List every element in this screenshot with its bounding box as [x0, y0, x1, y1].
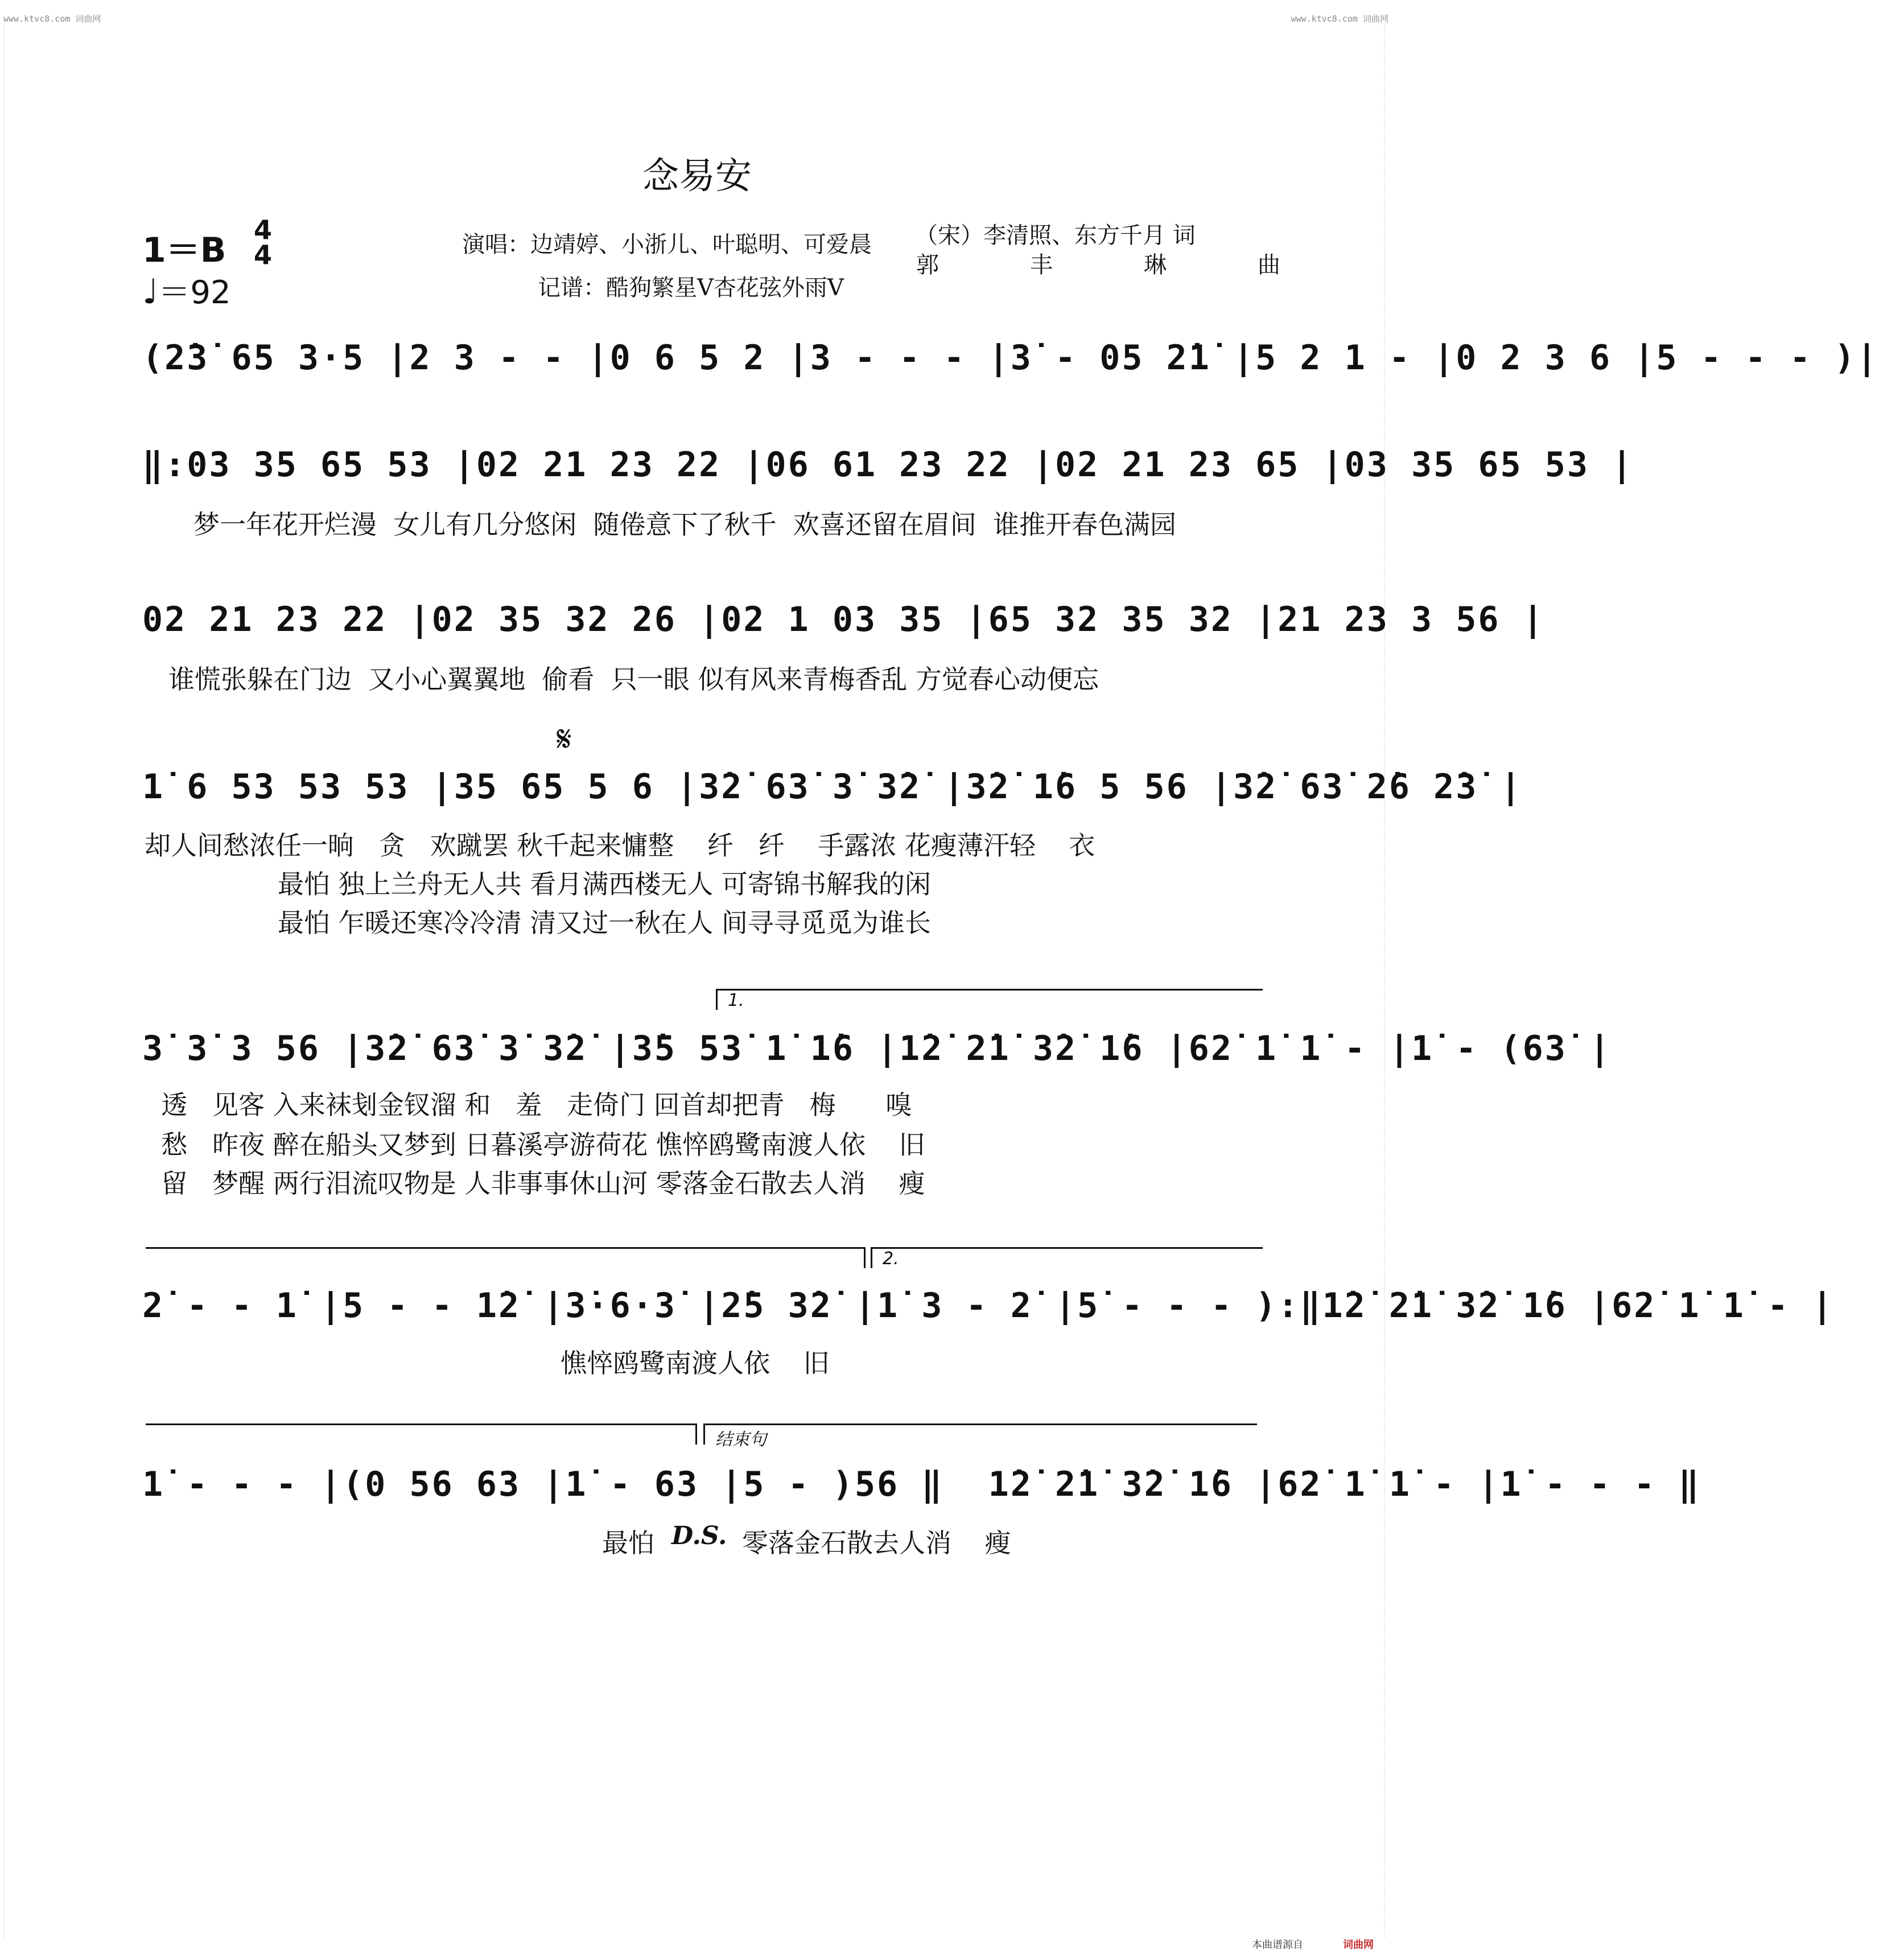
- lyric-line: 留 梦醒 两行泪流叹物是 人非事事休山河 零落金石散去人消 瘦: [145, 1168, 925, 1199]
- ending-bracket: 结束句: [703, 1423, 1257, 1445]
- score-row-6: 1̇ - - - |(0 56 63 |1̇ - 63 |5 - )56 ‖ 1̇2̇ 2̇1̇ 3̇2̇ 1̇6 |62̇ 1̇ 1̇ - |1̇ - - - ‖: [142, 1464, 1701, 1504]
- volta-bracket-2-continued: [146, 1423, 697, 1445]
- lyricist-credit: （宋）李清照、东方千月 词: [915, 222, 1196, 249]
- score-row-2: 02 21 23 22 |02 35 32 26 |02 1 03 35 |65 32 35 32 |21 23 3 56 |: [142, 600, 1545, 639]
- lyric-line: 最怕: [602, 1528, 654, 1558]
- footer-source-label: 本曲谱源自: [1252, 1939, 1303, 1951]
- song-title: 念易安: [642, 155, 752, 197]
- lyric-line: 透 见客 入来袜刬金钗溜 和 羞 走倚门 回首却把青 梅 嗅: [145, 1090, 912, 1120]
- tempo-marking: [142, 267, 231, 313]
- volta-bracket-2: 2.: [871, 1247, 1263, 1268]
- volta-bracket-1-continued: [146, 1247, 866, 1268]
- left-border-decoration: [3, 23, 10, 1937]
- composer-credit: 郭丰琳曲: [916, 252, 1371, 278]
- score-row-intro: (2̇3̇ 65 3·5 |2 3 - - |0 6 5 2 |3 - - - |3̇ - 05 2̇1̇ |5 2 1 - |0 2 3 6 |5 - - - )|: [142, 338, 1879, 378]
- watermark-left: www.ktvc8.com 词曲网: [3, 14, 101, 24]
- volta-bracket-1: 1.: [716, 989, 1263, 1010]
- time-numerator: 4: [254, 214, 273, 245]
- time-signature: [254, 214, 273, 270]
- lyric-line: 愁 昨夜 醉在船头又梦到 日暮溪亭游荷花 憔悴鸥鹭南渡人依 旧: [145, 1129, 925, 1160]
- lyric-line: 最怕 独上兰舟无人共 看月满西楼无人 可寄锦书解我的闲: [145, 869, 931, 899]
- time-denominator: 4: [254, 240, 273, 270]
- lyric-line: 最怕 乍暖还寒冷冷清 清又过一秋在人 间寻寻觅觅为谁长: [145, 907, 931, 938]
- dal-segno-marking: D.S.: [671, 1521, 727, 1550]
- notation-credit: 记谱：酷狗繁星V杏花弦外雨V: [538, 275, 844, 301]
- lyric-line: 谁慌张躲在门边 又小心翼翼地 偷看 只一眼 似有风来青梅香乱 方觉春心动便忘: [168, 664, 1099, 695]
- right-border-decoration: [1384, 23, 1391, 1937]
- score-row-3: 1̇ 6 53 53 53 |35 65 5 6 |3̇2̇ 63̇ 3̇ 3̇2̇ |3̇2̇ 1̇6 5 56 |3̇2̇ 63̇ 2̇6 2̇3̇ |: [142, 767, 1523, 807]
- score-row-4: 3̇ 3̇ 3 56 |3̇2̇ 63̇ 3̇ 3̇2̇ |3̇5 53̇ 1̇ 1̇6 |1̇2̇ 2̇1̇ 3̇2̇ 1̇6 |62̇ 1̇ 1̇ - |1̇ - (63̇ |: [142, 1029, 1612, 1068]
- tempo-value: ＝92: [158, 274, 231, 311]
- lyric-line: 梦一年花开烂漫 女儿有几分悠闲 随倦意下了秋千 欢喜还留在眉间 谁推开春色满园: [193, 509, 1176, 540]
- lyric-line: 却人间愁浓任一晌 贪 欢蹴罢 秋千起来慵整 纤 纤 手露浓 花瘦薄汗轻 衣: [145, 830, 1095, 861]
- score-row-5: 2̇ - - 1̇ |5 - - 1̇2̇ |3̇·6·3̇ |2̇5 3̇2̇ |1̇ 3 - 2̇ |5̇ - - - ):‖1̇2̇ 2̇1̇ 3̇2̇ 1̇6 |62̇ 1̇ 1̇ - |: [142, 1286, 1835, 1326]
- lyric-line: 憔悴鸥鹭南渡人依 旧: [145, 1348, 830, 1379]
- score-row-1: ‖:03 35 65 53 |02 21 23 22 |06 61 23 22 |02 21 23 65 |03 35 65 53 |: [142, 445, 1634, 485]
- footer-site-logo: 词曲网: [1343, 1939, 1374, 1951]
- watermark-right: www.ktvc8.com 词曲网: [1291, 14, 1388, 24]
- segno-sign: 𝄋: [557, 718, 572, 760]
- lyric-line: 零落金石散去人消 瘦: [742, 1528, 1011, 1558]
- key-signature: 1＝B: [142, 230, 226, 270]
- singers-credit: 演唱：边靖婷、小浙儿、叶聪明、可爱晨: [462, 232, 872, 258]
- quarter-note-icon: ♩: [142, 272, 159, 312]
